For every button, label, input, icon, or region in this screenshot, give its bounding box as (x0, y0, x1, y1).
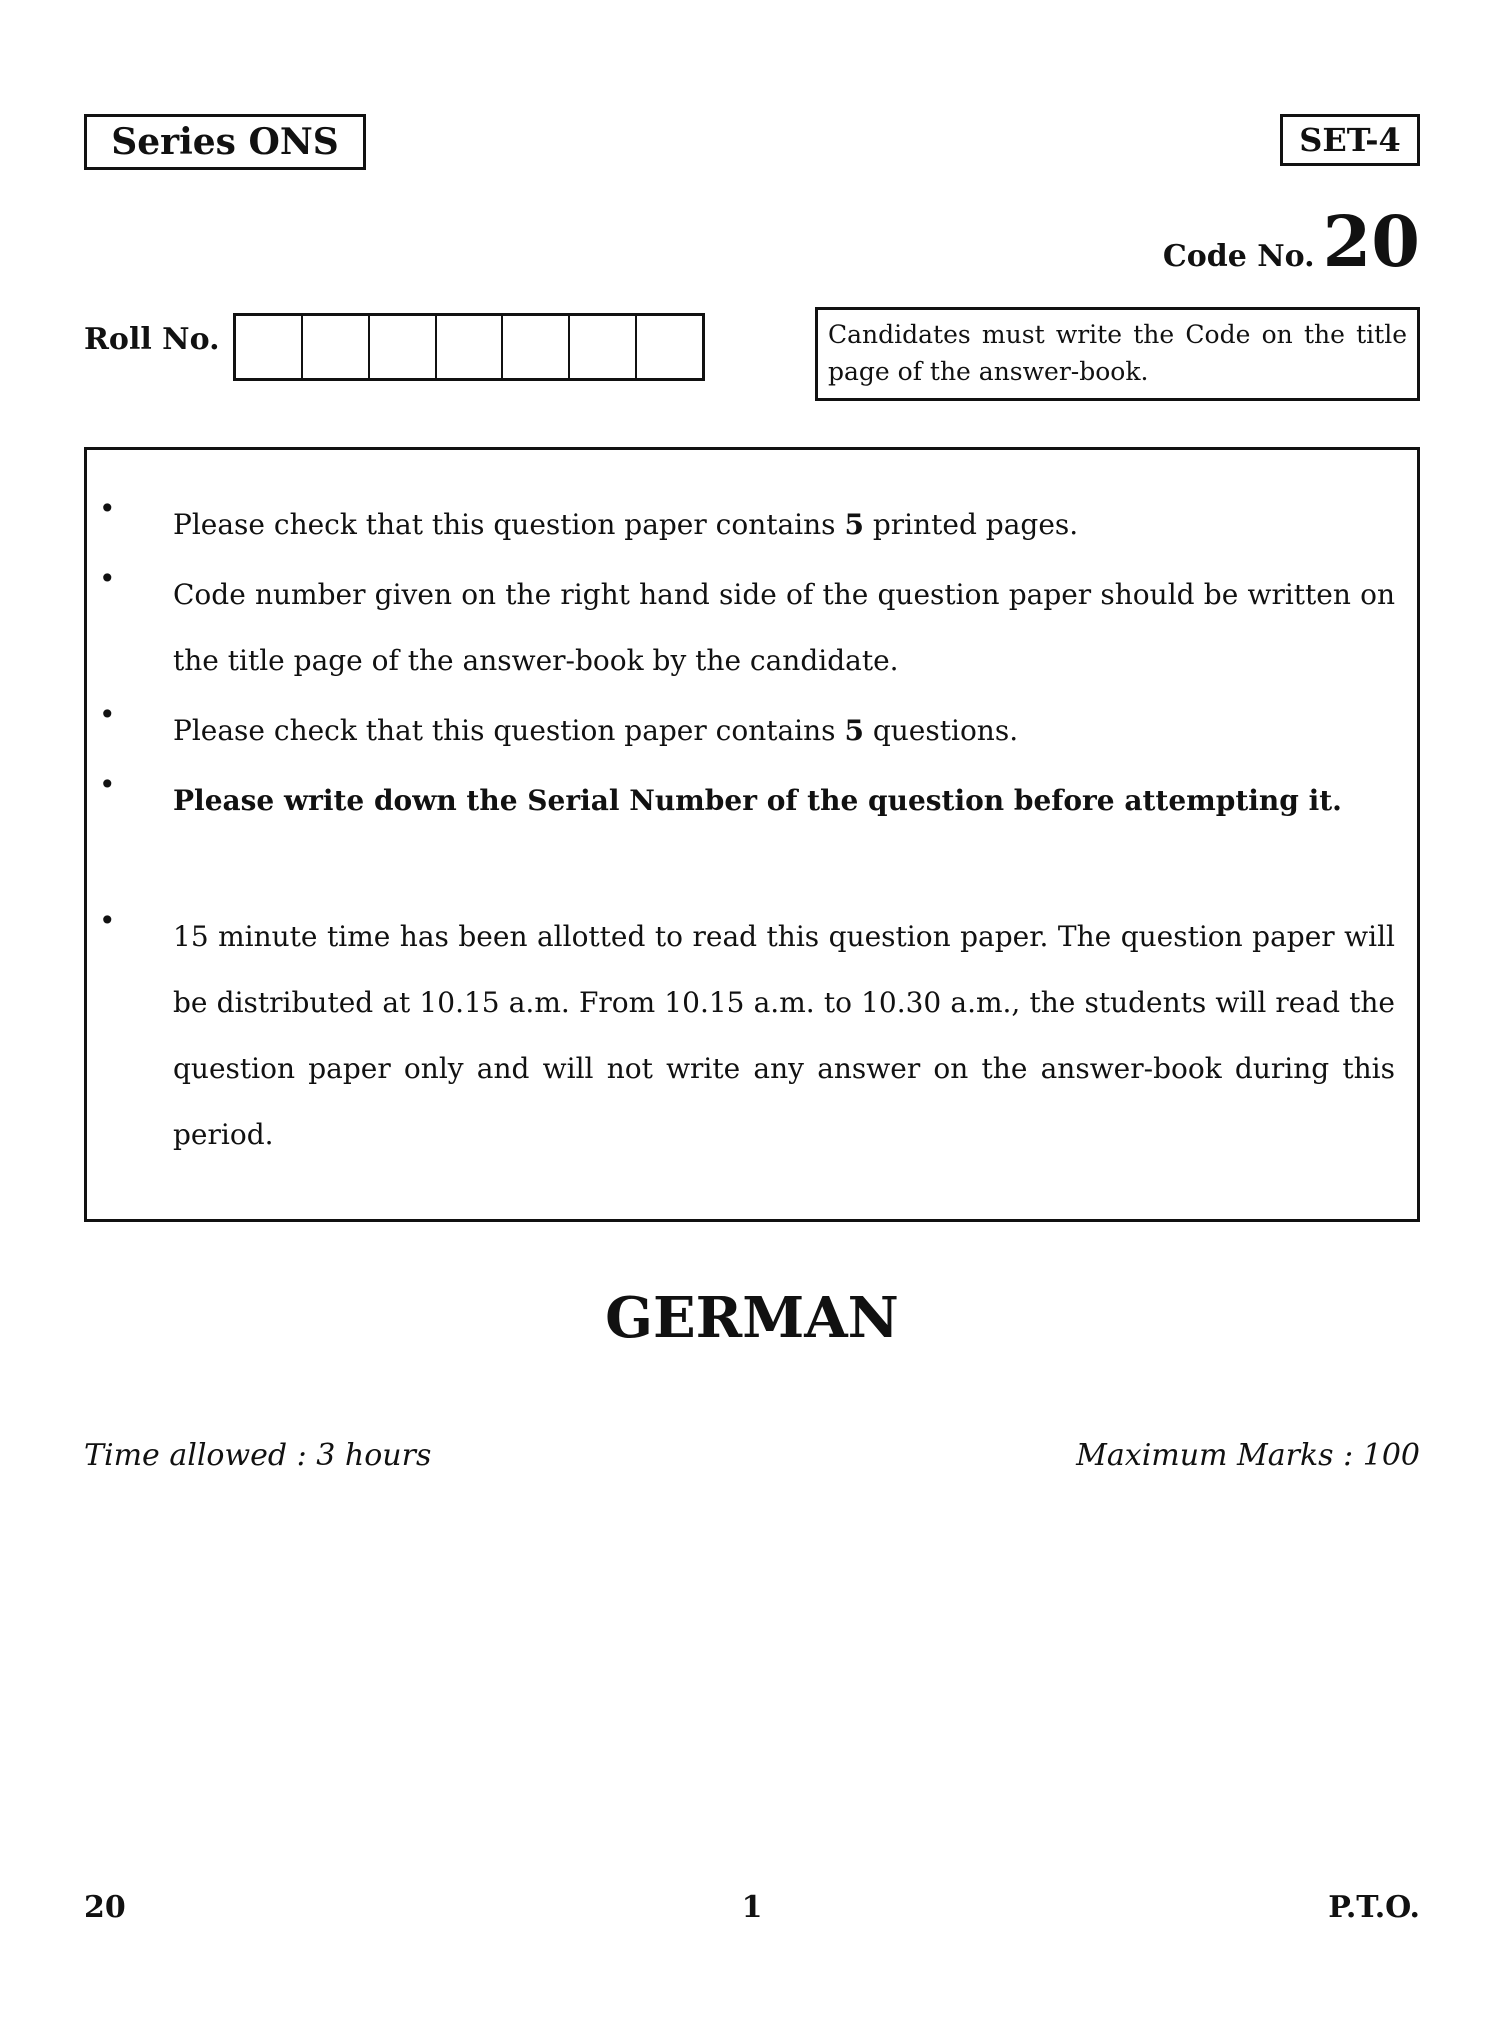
roll-number-boxes[interactable] (233, 313, 705, 381)
bullet: • (99, 492, 116, 525)
series-label: Series ONS (84, 114, 366, 170)
please-turn-over: P.T.O. (1328, 1890, 1420, 1925)
bullet: • (99, 698, 116, 731)
code-value: 20 (1322, 200, 1420, 283)
code-number (1163, 200, 1420, 283)
roll-digit-box[interactable] (370, 316, 437, 378)
page-number: 1 (741, 1890, 763, 1925)
code-label: Code No. (1162, 239, 1315, 274)
instruction-item: Please write down the Serial Number of the question before attempting it. (173, 784, 1342, 817)
bullet: • (99, 562, 116, 595)
instructions-box (84, 447, 1420, 1222)
maximum-marks: Maximum Marks : 100 (1076, 1438, 1420, 1473)
bullet: • (99, 768, 116, 801)
roll-digit-box[interactable] (303, 316, 370, 378)
roll-digit-box[interactable] (637, 316, 702, 378)
instruction-item: Please check that this question paper contains 5 questions. (173, 714, 1019, 747)
instruction-item: Code number given on the right hand side of the question paper should be written on the title page of the answer-book by the candidate. (173, 578, 1395, 677)
instruction-item: 15 minute time has been allotted to read this question paper. The question paper will be distributed at 10.15 a.m. From 10.15 a.m. to 10.30 a.m., the students will read the question paper only and will not write any answer on the answer-book during this period. (173, 920, 1395, 1151)
roll-digit-box[interactable] (236, 316, 303, 378)
subject-title: GERMAN (605, 1285, 899, 1351)
roll-digit-box[interactable] (437, 316, 504, 378)
set-label: SET-4 (1280, 114, 1420, 166)
instruction-item: Please check that this question paper contains 5 printed pages. (173, 508, 1079, 541)
time-allowed: Time allowed : 3 hours (84, 1438, 432, 1473)
roll-digit-box[interactable] (570, 316, 637, 378)
roll-number-label: Roll No. (84, 322, 220, 357)
code-instruction-note: Candidates must write the Code on the title page of the answer-book. (815, 307, 1420, 401)
footer-code: 20 (84, 1890, 126, 1925)
bullet: • (99, 904, 116, 937)
roll-digit-box[interactable] (503, 316, 570, 378)
